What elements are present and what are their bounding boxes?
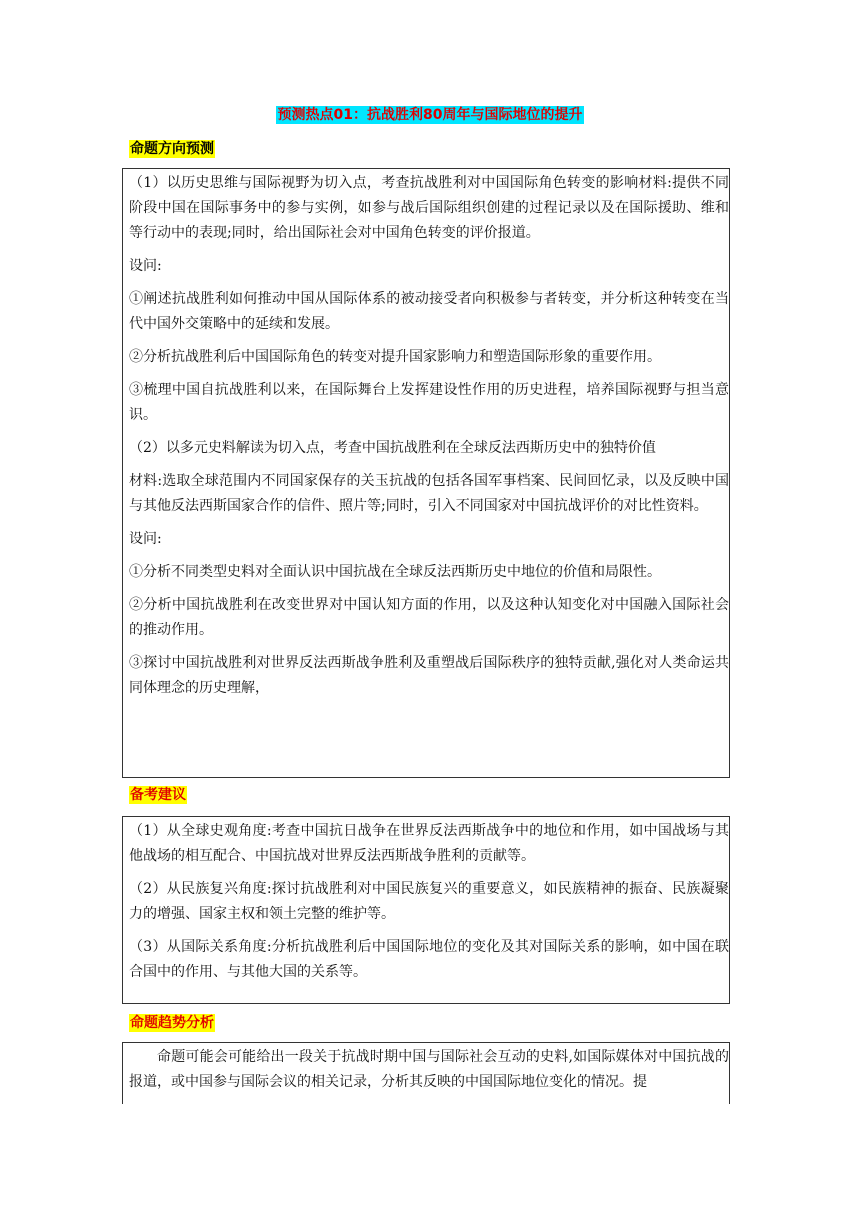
prediction-box	[122, 168, 730, 778]
paragraph: （2）以多元史料解读为切入点，考查中国抗战胜利在全球反法西斯历史中的独特价值	[129, 440, 656, 456]
paragraph: ②分析抗战胜利后中国国际角色的转变对提升国家影响力和塑造国际形象的重要作用。	[129, 349, 661, 365]
section-heading-prediction: 命题方向预测	[130, 141, 214, 157]
paragraph: 命题可能会可能给出一段关于抗战时期中国与国际社会互动的史料,如国际媒体对中国抗战的报道，或中国参与国际会议的相关记录，分析其反映的中国国际地位变化的情况。提	[129, 1049, 729, 1090]
suggestions-box	[122, 816, 730, 1004]
trend-box	[122, 1042, 730, 1104]
paragraph: 设问:	[129, 531, 162, 547]
paragraph: ③探讨中国抗战胜利对世界反法西斯战争胜利及重塑战后国际秩序的独特贡献,强化对人类命运共同体理念的历史理解，	[129, 655, 729, 696]
paragraph: （1）从全球史观角度:考查中国抗日战争在世界反法西斯战争中的地位和作用，如中国战场与其他战场的相互配合、中国抗战对世界反法西斯战争胜利的贡献等。	[129, 823, 729, 864]
paragraph: （2）从民族复兴角度:探讨抗战胜利对中国民族复兴的重要意义，如民族精神的振奋、民族凝聚力的增强、国家主权和领土完整的维护等。	[129, 881, 729, 922]
paragraph: （1）以历史思维与国际视野为切入点，考查抗战胜利对中国国际角色转变的影响材料:提供不同阶段中国在国际事务中的参与实例，如参与战后国际组织创建的过程记录以及在国际援助、维和等行动中的表现;同时，给出国际社会对中国角色转变的评价报道。	[129, 175, 729, 241]
paragraph: ③梳理中国自抗战胜利以来，在国际舞台上发挥建设性作用的历史进程，培养国际视野与担当意识。	[129, 382, 729, 423]
paragraph: ②分析中国抗战胜利在改变世界对中国认知方面的作用，以及这种认知变化对中国融入国际社会的推动作用。	[129, 597, 729, 638]
paragraph: ①阐述抗战胜利如何推动中国从国际体系的被动接受者向积极参与者转变，并分析这种转变在当代中国外交策略中的延续和发展。	[129, 291, 729, 332]
section-heading-suggestions: 备考建议	[130, 787, 186, 803]
paragraph: 材料:选取全球范围内不同国家保存的关玉抗战的包括各国军事档案、民间回忆录，以及反映中国与其他反法西斯国家合作的信件、照片等;同时，引入不同国家对中国抗战评价的对比性资料。	[129, 473, 729, 514]
paragraph: ①分析不同类型史料对全面认识中国抗战在全球反法西斯历史中地位的价值和局限性。	[129, 564, 661, 580]
document-title: 预测热点01：抗战胜利80周年与国际地位的提升	[277, 107, 583, 123]
section-heading-trend: 命题趋势分析	[130, 1015, 214, 1031]
paragraph: 设问:	[129, 258, 162, 274]
paragraph: （3）从国际关系角度:分析抗战胜利后中国国际地位的变化及其对国际关系的影响，如中国在联合国中的作用、与其他大国的关系等。	[129, 939, 729, 980]
